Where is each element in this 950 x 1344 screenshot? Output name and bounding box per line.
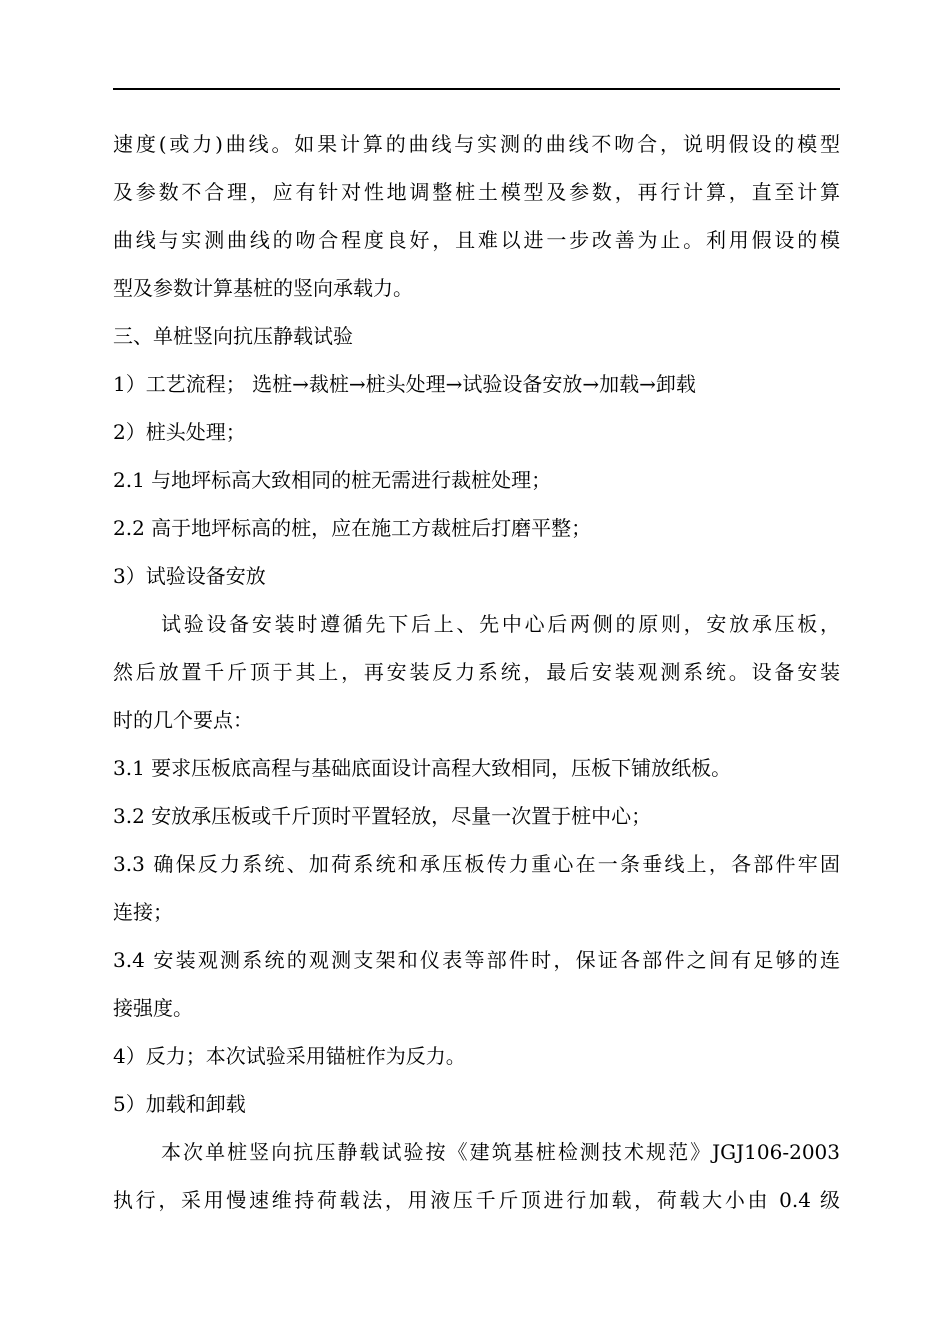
paragraph-line: 型及参数计算基桩的竖向承载力。 xyxy=(113,276,413,300)
list-item: 3.3 确保反力系统、加荷系统和承压板传力重心在一条垂线上，各部件牢固 xyxy=(113,852,840,876)
document-body xyxy=(113,120,840,1224)
list-item: 1）工艺流程； 选桩→裁桩→桩头处理→试验设备安放→加载→卸载 xyxy=(113,372,696,396)
list-item: 2）桩头处理； xyxy=(113,420,246,444)
paragraph-line: 时的几个要点： xyxy=(113,708,253,732)
paragraph-line: 然后放置千斤顶于其上，再安装反力系统，最后安装观测系统。设备安装 xyxy=(113,660,840,684)
paragraph-line: 曲线与实测曲线的吻合程度良好，且难以进一步改善为止。利用假设的模 xyxy=(113,228,840,252)
paragraph-line: 及参数不合理，应有针对性地调整桩土模型及参数，再行计算，直至计算 xyxy=(113,180,840,204)
paragraph-line: 试验设备安装时遵循先下后上、先中心后两侧的原则，安放承压板， xyxy=(161,612,840,636)
list-item: 2.2 高于地坪标高的桩，应在施工方裁桩后打磨平整； xyxy=(113,516,592,540)
list-item: 5）加载和卸载 xyxy=(113,1092,246,1116)
paragraph-line: 本次单桩竖向抗压静载试验按《建筑基桩检测技术规范》JGJ106-2003 xyxy=(161,1140,840,1164)
paragraph-line: 速度(或力)曲线。如果计算的曲线与实测的曲线不吻合，说明假设的模型 xyxy=(113,132,840,156)
paragraph-line: 执行，采用慢速维持荷载法，用液压千斤顶进行加载，荷载大小由 0.4 级 xyxy=(113,1188,840,1212)
list-item-continuation: 连接； xyxy=(113,900,173,924)
header-rule xyxy=(113,88,840,90)
list-item: 3.4 安装观测系统的观测支架和仪表等部件时，保证各部件之间有足够的连 xyxy=(113,948,840,972)
list-item: 3.1 要求压板底高程与基础底面设计高程大致相同，压板下铺放纸板。 xyxy=(113,756,732,780)
list-item: 2.1 与地坪标高大致相同的桩无需进行裁桩处理； xyxy=(113,468,552,492)
section-heading: 三、单桩竖向抗压静载试验 xyxy=(113,324,353,348)
list-item-continuation: 接强度。 xyxy=(113,996,193,1020)
list-item: 3.2 安放承压板或千斤顶时平置轻放，尽量一次置于桩中心； xyxy=(113,804,652,828)
list-item: 4）反力；本次试验采用锚桩作为反力。 xyxy=(113,1044,466,1068)
list-item: 3）试验设备安放 xyxy=(113,564,266,588)
